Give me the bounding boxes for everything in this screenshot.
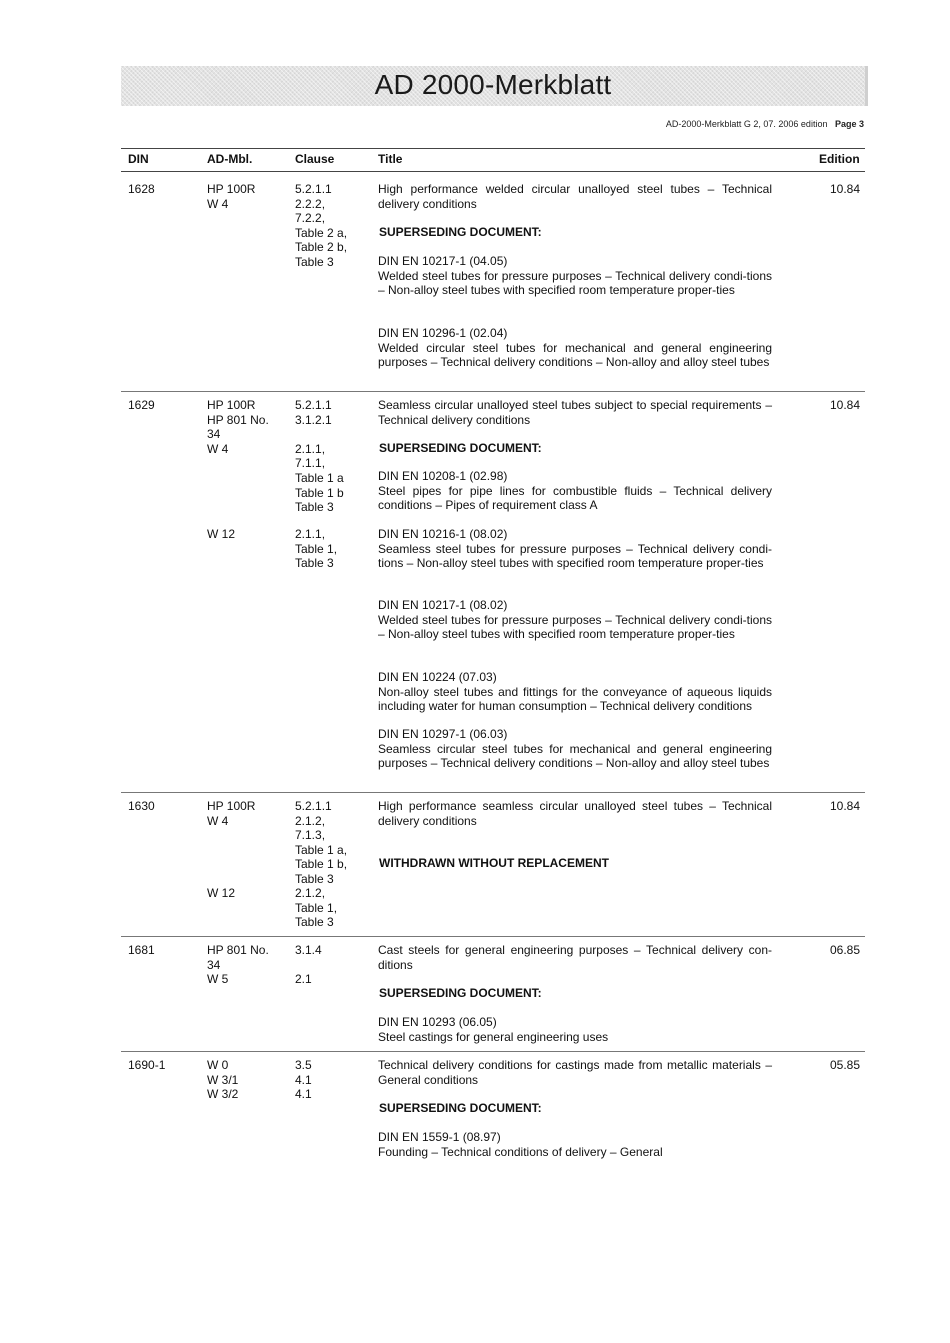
running-header xyxy=(666,119,864,129)
din-number: 1630 xyxy=(128,799,155,813)
edition-date: 06.85 xyxy=(829,943,860,957)
doc-title: Seamless circular steel tubes for mechanical and general engineering purposes – Technical delivery conditions – Non-alloy and alloy steel tubes xyxy=(378,741,772,771)
ad-references: W 12 xyxy=(207,886,236,900)
superseding-doc xyxy=(378,727,772,771)
clause-references: 2.1.1, Table 1, Table 3 xyxy=(295,527,338,571)
superseding-doc xyxy=(378,326,772,370)
din-number: 1681 xyxy=(128,943,155,957)
din-number: 1629 xyxy=(128,398,155,412)
doc-code: DIN EN 10217-1 (08.02) xyxy=(378,598,508,612)
ad-references: W 0 W 3/1 W 3/2 xyxy=(207,1058,239,1102)
status-label: SUPERSEDING DOCUMENT: xyxy=(379,986,542,1000)
row-divider xyxy=(121,792,865,793)
doc-title: Founding – Technical conditions of delivery – General xyxy=(378,1144,663,1159)
superseding-doc xyxy=(378,598,772,642)
col-header-title: Title xyxy=(378,152,403,166)
clause-references: 3.5 4.1 4.1 xyxy=(295,1058,312,1102)
col-header-clause: Clause xyxy=(295,152,335,166)
superseding-doc xyxy=(378,469,772,513)
superseding-doc xyxy=(378,670,772,714)
doc-code: DIN EN 10217-1 (04.05) xyxy=(378,254,508,268)
ad-references: HP 100R W 4 xyxy=(207,182,256,211)
table-header-rule xyxy=(121,171,865,172)
din-number: 1690-1 xyxy=(128,1058,166,1072)
clause-references: 5.2.1.1 3.1.2.1 2.1.1, 7.1.1, Table 1 a Table 1 b Table 3 xyxy=(295,398,344,515)
standard-title: High performance welded circular unalloyed steel tubes – Technical delivery conditions xyxy=(378,182,772,211)
superseding-doc xyxy=(378,527,772,571)
edition-date: 10.84 xyxy=(829,799,860,813)
col-header-edition: Edition xyxy=(819,152,860,166)
document-banner xyxy=(121,66,868,106)
doc-code: DIN EN 10208-1 (02.98) xyxy=(378,469,508,483)
status-label: SUPERSEDING DOCUMENT: xyxy=(379,441,542,455)
din-number: 1628 xyxy=(128,182,155,196)
doc-code: DIN EN 1559-1 (08.97) xyxy=(378,1130,501,1144)
edition-date: 10.84 xyxy=(829,182,860,196)
doc-title: Seamless steel tubes for pressure purposes – Technical delivery condi-tions – Non-alloy steel tubes with specified room temperature proper-ties xyxy=(378,541,772,571)
doc-code: DIN EN 10297-1 (06.03) xyxy=(378,727,508,741)
ad-references: HP 801 No. 34 W 5 xyxy=(207,943,269,987)
running-header-text: AD-2000-Merkblatt G 2, 07. 2006 edition xyxy=(665,119,828,129)
superseding-doc xyxy=(378,1130,772,1159)
doc-code: DIN EN 10293 (06.05) xyxy=(378,1015,497,1029)
doc-title: Welded steel tubes for pressure purposes – Technical delivery condi-tions – Non-alloy steel tubes with specified room temperature proper-ties xyxy=(378,612,772,642)
doc-code: DIN EN 10216-1 (08.02) xyxy=(378,527,508,541)
standard-title: Technical delivery conditions for castings made from metallic materials – General conditions xyxy=(378,1058,772,1087)
clause-references: 5.2.1.1 2.1.2, 7.1.3, Table 1 a, Table 1 b, Table 3 xyxy=(295,799,348,886)
doc-title: Welded steel tubes for pressure purposes – Technical delivery condi-tions – Non-alloy steel tubes with specified room temperature proper-ties xyxy=(378,268,772,298)
edition-date: 10.84 xyxy=(829,398,860,412)
doc-title: Welded circular steel tubes for mechanical and general engineering purposes – Technical delivery conditions – Non-alloy and alloy steel tubes xyxy=(378,340,772,370)
clause-references: 5.2.1.1 2.2.2, 7.2.2, Table 2 a, Table 2 b, Table 3 xyxy=(295,182,348,269)
ad-references: HP 100R HP 801 No. 34 W 4 xyxy=(207,398,269,456)
col-header-din: DIN xyxy=(128,152,149,166)
banner-title: AD 2000-Merkblatt xyxy=(374,69,612,100)
doc-title: Steel castings for general engineering uses xyxy=(378,1029,609,1044)
status-label: WITHDRAWN WITHOUT REPLACEMENT xyxy=(379,856,609,870)
doc-code: DIN EN 10224 (07.03) xyxy=(378,670,497,684)
doc-title: Steel pipes for pipe lines for combustible fluids – Technical delivery conditions – Pipes of requirement class A xyxy=(378,483,772,513)
doc-title: Non-alloy steel tubes and fittings for the conveyance of aqueous liquids including water for human consumption – Technical delivery conditions xyxy=(378,684,772,714)
row-divider xyxy=(121,936,865,937)
edition-date: 05.85 xyxy=(829,1058,860,1072)
col-header-ad: AD-Mbl. xyxy=(207,152,253,166)
clause-references: 3.1.4 2.1 xyxy=(295,943,322,987)
status-label: SUPERSEDING DOCUMENT: xyxy=(379,1101,542,1115)
table-top-rule xyxy=(121,148,865,149)
page-label: Page 3 xyxy=(834,119,864,129)
clause-references: 2.1.2, Table 1, Table 3 xyxy=(295,886,338,930)
standard-title: High performance seamless circular unalloyed steel tubes – Technical delivery conditions xyxy=(378,799,772,828)
row-divider xyxy=(121,391,865,392)
superseding-doc xyxy=(378,1015,772,1044)
standard-title: Seamless circular unalloyed steel tubes subject to special requirements – Technical delivery conditions xyxy=(378,398,772,427)
standard-title: Cast steels for general engineering purposes – Technical delivery con-ditions xyxy=(378,943,772,972)
ad-references: W 12 xyxy=(207,527,236,541)
ad-references: HP 100R W 4 xyxy=(207,799,256,828)
superseding-doc xyxy=(378,254,772,298)
status-label: SUPERSEDING DOCUMENT: xyxy=(379,225,542,239)
doc-code: DIN EN 10296-1 (02.04) xyxy=(378,326,508,340)
row-divider xyxy=(121,1051,865,1052)
